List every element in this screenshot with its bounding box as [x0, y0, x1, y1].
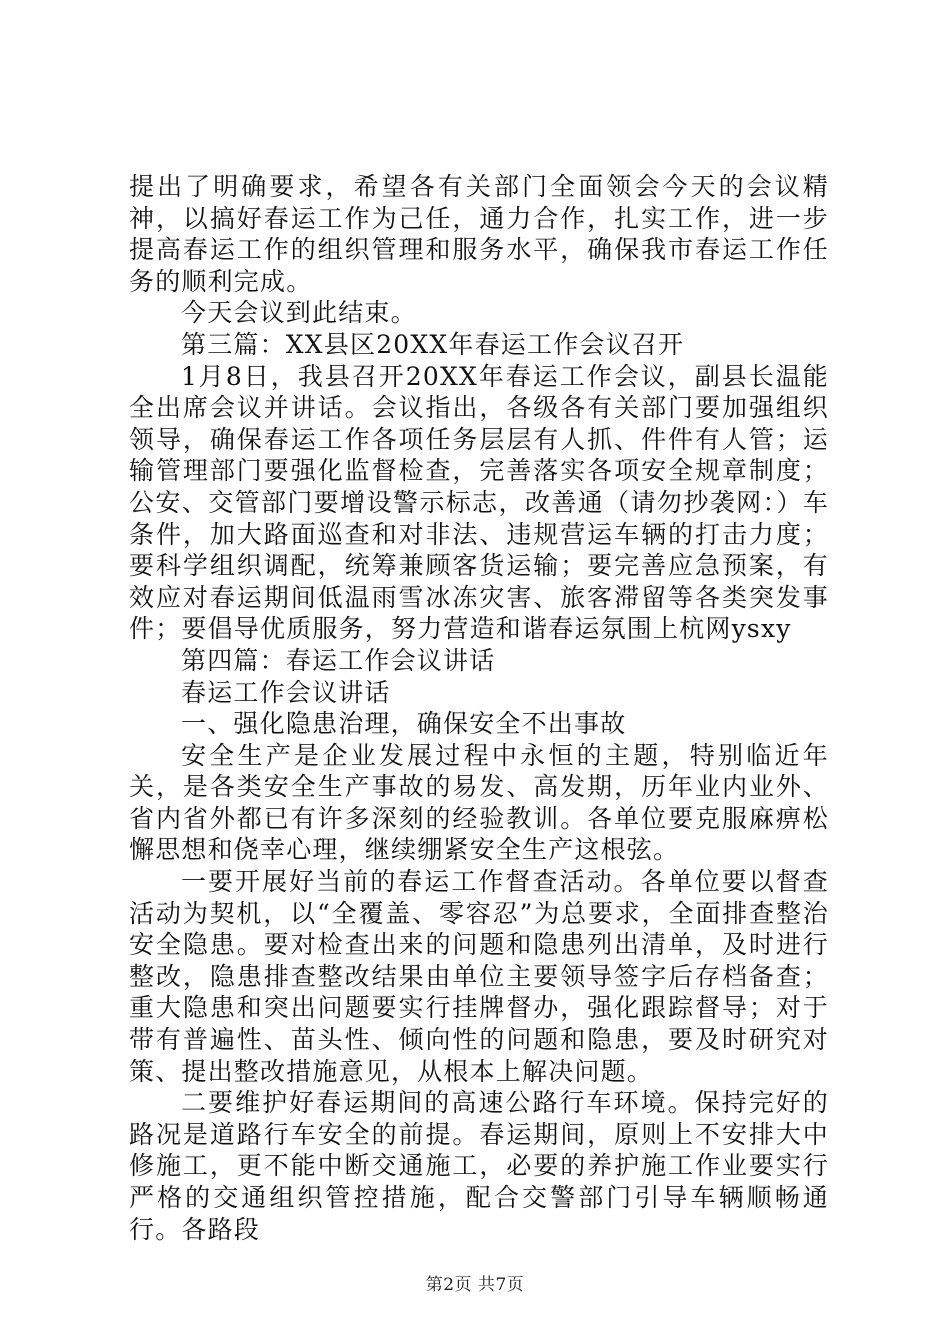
document-body — [129, 171, 829, 1245]
paragraph-inspection-activity: 一要开展好当前的春运工作督查活动。各单位要以督查活动为契机，以“全覆盖、零容忍”为总要求，全面排查整治安全隐患。要对检查出来的问题和隐患列出清单，及时进行整改，隐患排查整改结果由单位主要领导签字后存档备查；重大隐患和突出问题要实行挂牌督办，强化跟踪督导；对于带有普遍性、苗头性、倾向性的问题和隐患，要及时研究对策、提出整改措施意见，从根本上解决问题。 — [129, 867, 829, 1086]
section-heading-one: 一、强化隐患治理，确保安全不出事故 — [181, 709, 627, 739]
speech-title: 春运工作会议讲话 — [181, 677, 391, 707]
paragraph-safety-production: 安全生产是企业发展过程中永恒的主题，特别临近年关，是各类安全生产事故的易发、高发期，历年业内业外、省内省外都已有许多深刻的经验教训。各单位要克服麻痹松懈思想和侥幸心理，继续绷紧安全生产这根弦。 — [129, 740, 829, 865]
paragraph-county-meeting: 1月8日，我县召开20XX年春运工作会议，副县长温能全出席会议并讲话。会议指出，各级各有关部门要加强组织领导，确保春运工作各项任务层层有人抓、件件有人管；运输管理部门要强化监督检查，完善落实各项安全规章制度；公安、交管部门要增设警示标志，改善通（请勿抄袭网：）车条件，加大路面巡查和对非法、违规营运车辆的打击力度；要科学组织调配，统筹兼顾客货运输；要完善应急预案，有效应对春运期间低温雨雪冰冻灾害、旅客滞留等各类突发事件；要倡导优质服务，努力营造和谐春运氛围上杭网ysxy — [129, 361, 829, 644]
paragraph-meeting-end: 今天会议到此结束。 — [181, 298, 417, 328]
page-number-footer: 第2页 共7页 — [425, 1275, 525, 1295]
paragraph-meeting-requirements: 提出了明确要求，希望各有关部门全面领会今天的会议精神，以搞好春运工作为己任，通力合作，扎实工作，进一步提高春运工作的组织管理和服务水平，确保我市春运工作任务的顺利完成。 — [129, 172, 829, 296]
paragraph-highway-environment: 二要维护好春运期间的高速公路行车环境。保持完好的路况是道路行车安全的前提。春运期间，原则上不安排大中修施工，更不能中断交通施工，必要的养护施工作业要实行严格的交通组织管控措施，配合交警部门引导车辆顺畅通行。各路段 — [129, 1088, 829, 1244]
heading-part-four: 第四篇：春运工作会议讲话 — [181, 645, 496, 675]
heading-part-three: 第三篇：XX县区20XX年春运工作会议召开 — [181, 329, 685, 359]
